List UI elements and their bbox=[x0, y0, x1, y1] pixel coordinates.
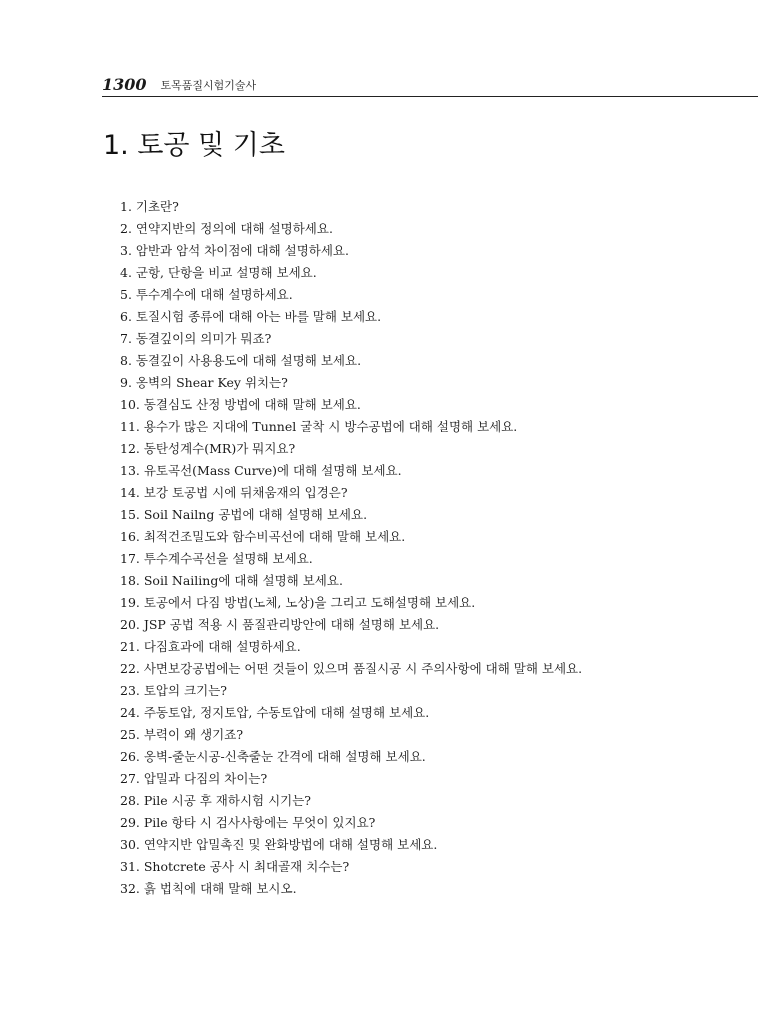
question-item: 22. 사면보강공법에는 어떤 것들이 있으며 품질시공 시 주의사항에 대해 말해 보세요. bbox=[120, 661, 583, 676]
question-item: 11. 용수가 많은 지대에 Tunnel 굴착 시 방수공법에 대해 설명해 보세요. bbox=[120, 419, 518, 434]
question-item: 27. 압밀과 다짐의 차이는? bbox=[120, 771, 268, 786]
question-item: 2. 연약지반의 정의에 대해 설명하세요. bbox=[120, 221, 333, 236]
question-item: 7. 동결깊이의 의미가 뭐죠? bbox=[120, 331, 272, 346]
question-item: 6. 토질시험 종류에 대해 아는 바를 말해 보세요. bbox=[120, 309, 382, 324]
question-item: 3. 암반과 암석 차이점에 대해 설명하세요. bbox=[120, 243, 349, 258]
question-item: 23. 토압의 크기는? bbox=[120, 683, 227, 698]
page-number: 1300 bbox=[102, 75, 147, 94]
question-item: 4. 군항, 단항을 비교 설명해 보세요. bbox=[120, 265, 317, 280]
question-item: 26. 옹벽-줄눈시공-신축줄눈 간격에 대해 설명해 보세요. bbox=[120, 749, 426, 764]
question-item: 5. 투수계수에 대해 설명하세요. bbox=[120, 287, 293, 302]
question-item: 10. 동결심도 산정 방법에 대해 말해 보세요. bbox=[120, 397, 361, 412]
question-item: 17. 투수계수곡선을 설명해 보세요. bbox=[120, 551, 313, 566]
question-item: 8. 동결깊이 사용용도에 대해 설명해 보세요. bbox=[120, 353, 362, 368]
question-item: 24. 주동토압, 정지토압, 수동토압에 대해 설명해 보세요. bbox=[120, 705, 430, 720]
question-item: 18. Soil Nailing에 대해 설명해 보세요. bbox=[120, 573, 343, 588]
question-item: 28. Pile 시공 후 재하시험 시기는? bbox=[120, 793, 312, 808]
book-title: 토목품질시험기술사 bbox=[160, 79, 257, 92]
question-item: 1. 기초란? bbox=[120, 199, 179, 214]
question-item: 9. 옹벽의 Shear Key 위치는? bbox=[120, 375, 288, 390]
question-item: 14. 보강 토공법 시에 뒤채움재의 입경은? bbox=[120, 485, 348, 500]
question-item: 19. 토공에서 다짐 방법(노체, 노상)을 그리고 도해설명해 보세요. bbox=[120, 595, 476, 610]
question-item: 31. Shotcrete 공사 시 최대골재 치수는? bbox=[120, 859, 350, 874]
question-item: 30. 연약지반 압밀촉진 및 완화방법에 대해 설명해 보세요. bbox=[120, 837, 438, 852]
question-item: 32. 흙 법칙에 대해 말해 보시오. bbox=[120, 881, 297, 896]
question-list bbox=[120, 196, 582, 900]
running-header bbox=[102, 76, 758, 97]
question-item: 12. 동탄성계수(MR)가 뭐지요? bbox=[120, 441, 296, 456]
question-item: 20. JSP 공법 적용 시 품질관리방안에 대해 설명해 보세요. bbox=[120, 617, 440, 632]
question-item: 25. 부력이 왜 생기죠? bbox=[120, 727, 244, 742]
question-item: 13. 유토곡선(Mass Curve)에 대해 설명해 보세요. bbox=[120, 463, 402, 478]
question-item: 15. Soil Nailng 공법에 대해 설명해 보세요. bbox=[120, 507, 368, 522]
chapter-title: 1. 토공 및 기초 bbox=[103, 130, 285, 161]
question-item: 29. Pile 항타 시 검사사항에는 무엇이 있지요? bbox=[120, 815, 376, 830]
question-item: 16. 최적건조밀도와 함수비곡선에 대해 말해 보세요. bbox=[120, 529, 406, 544]
question-item: 21. 다짐효과에 대해 설명하세요. bbox=[120, 639, 301, 654]
